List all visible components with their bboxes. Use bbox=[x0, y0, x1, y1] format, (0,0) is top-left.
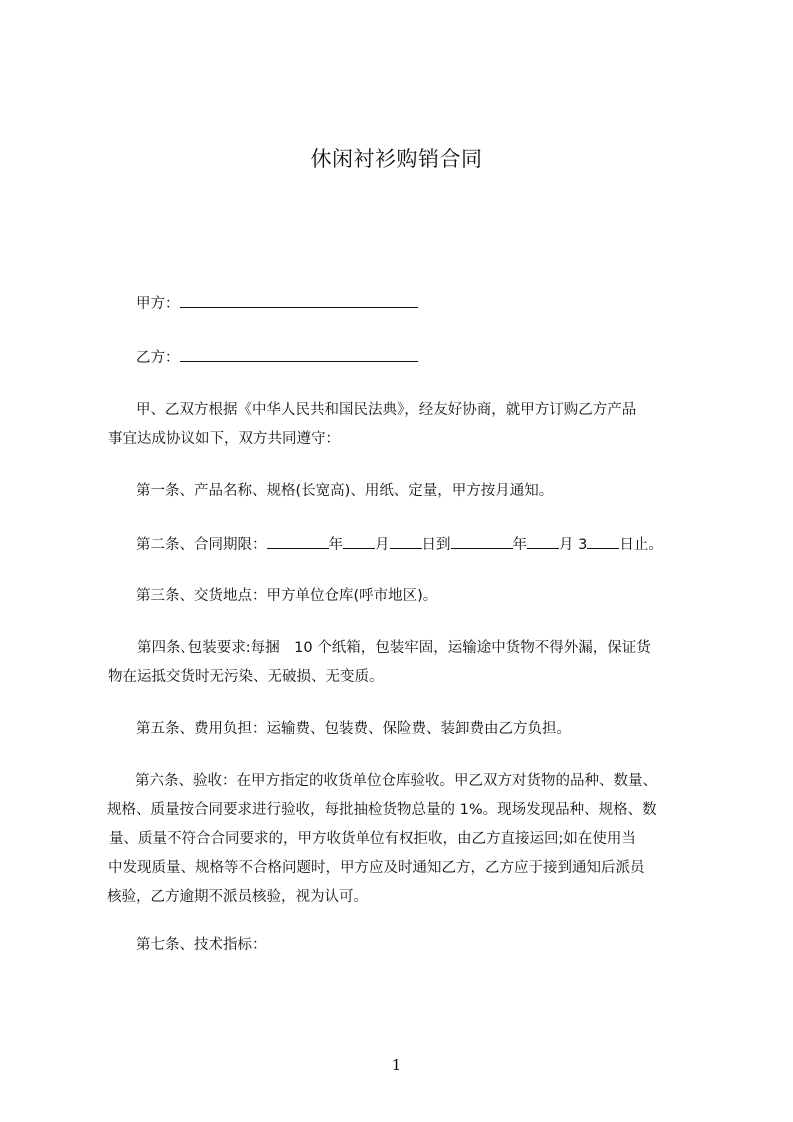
end-month-blank[interactable] bbox=[527, 534, 559, 549]
article-4-line-1: 第四条､包装要求:每捆 10 个纸箱，包装牢固，运输途中货物不得外漏，保证货 bbox=[137, 640, 651, 656]
page-number: 1 bbox=[391, 1056, 402, 1074]
end-day-blank[interactable] bbox=[587, 534, 619, 549]
start-year-blank[interactable] bbox=[267, 534, 329, 549]
article-2-prefix: 第二条、合同期限： bbox=[136, 537, 267, 553]
article-4 bbox=[108, 634, 708, 692]
start-month-blank[interactable] bbox=[343, 534, 375, 549]
month-label: 月 bbox=[375, 537, 390, 553]
intro-line-2: 事宜达成协议如下，双方共同遵守： bbox=[108, 431, 340, 447]
article-2 bbox=[136, 533, 663, 554]
party-b-blank[interactable] bbox=[180, 347, 418, 362]
article-3: 第三条、交货地点：甲方单位仓库(呼市地区)。 bbox=[136, 588, 438, 604]
article-6-line-5: 核验，乙方逾期不派员核验，视为认可。 bbox=[107, 889, 368, 905]
article-6-line-2: 规格、质量按合同要求进行验收，每批抽检货物总量的 1%。现场发现品种、规格、数 bbox=[107, 802, 657, 818]
article-6-line-3: 量、质量不符合合同要求的，甲方收货单位有权拒收，由乙方直接运回;如在使用当 bbox=[109, 831, 636, 847]
party-b-line bbox=[136, 346, 418, 367]
intro-paragraph bbox=[108, 396, 708, 454]
article-6-line-1: 第六条、验收：在甲方指定的收货单位仓库验收。甲乙双方对货物的品种、数量、 bbox=[135, 773, 657, 789]
article-4-line-2: 物在运抵交货时无污染、无破损、无变质。 bbox=[108, 669, 384, 685]
article-7: 第七条、技术指标： bbox=[136, 937, 267, 953]
article-6-line-4: 中发现质量、规格等不合格问题时，甲方应及时通知乙方，乙方应于接到通知后派员 bbox=[108, 860, 645, 876]
party-a-blank[interactable] bbox=[180, 293, 418, 308]
end-month-label: 月 3 bbox=[559, 537, 588, 553]
intro-line-1: 甲、乙双方根据《中华人民共和国民法典》，经友好协商，就甲方订购乙方产品 bbox=[136, 402, 637, 418]
day-to-label: 日到 bbox=[421, 537, 451, 553]
article-5: 第五条、费用负担：运输费、包装费、保险费、装卸费由乙方负担。 bbox=[136, 721, 571, 737]
party-b-label: 乙方： bbox=[136, 350, 180, 366]
end-year-label: 年 bbox=[512, 537, 527, 553]
day-end-label: 日止。 bbox=[619, 537, 663, 553]
party-a-line bbox=[136, 292, 418, 313]
end-year-blank[interactable] bbox=[451, 534, 513, 549]
start-day-blank[interactable] bbox=[390, 534, 422, 549]
article-1: 第一条、产品名称、规格(长宽高)、用纸、定量，甲方按月通知。 bbox=[136, 483, 554, 499]
year-label: 年 bbox=[328, 537, 343, 553]
article-6 bbox=[107, 767, 707, 912]
party-a-label: 甲方： bbox=[136, 296, 180, 312]
document-title: 休闲衬衫购销合同 bbox=[310, 147, 483, 171]
